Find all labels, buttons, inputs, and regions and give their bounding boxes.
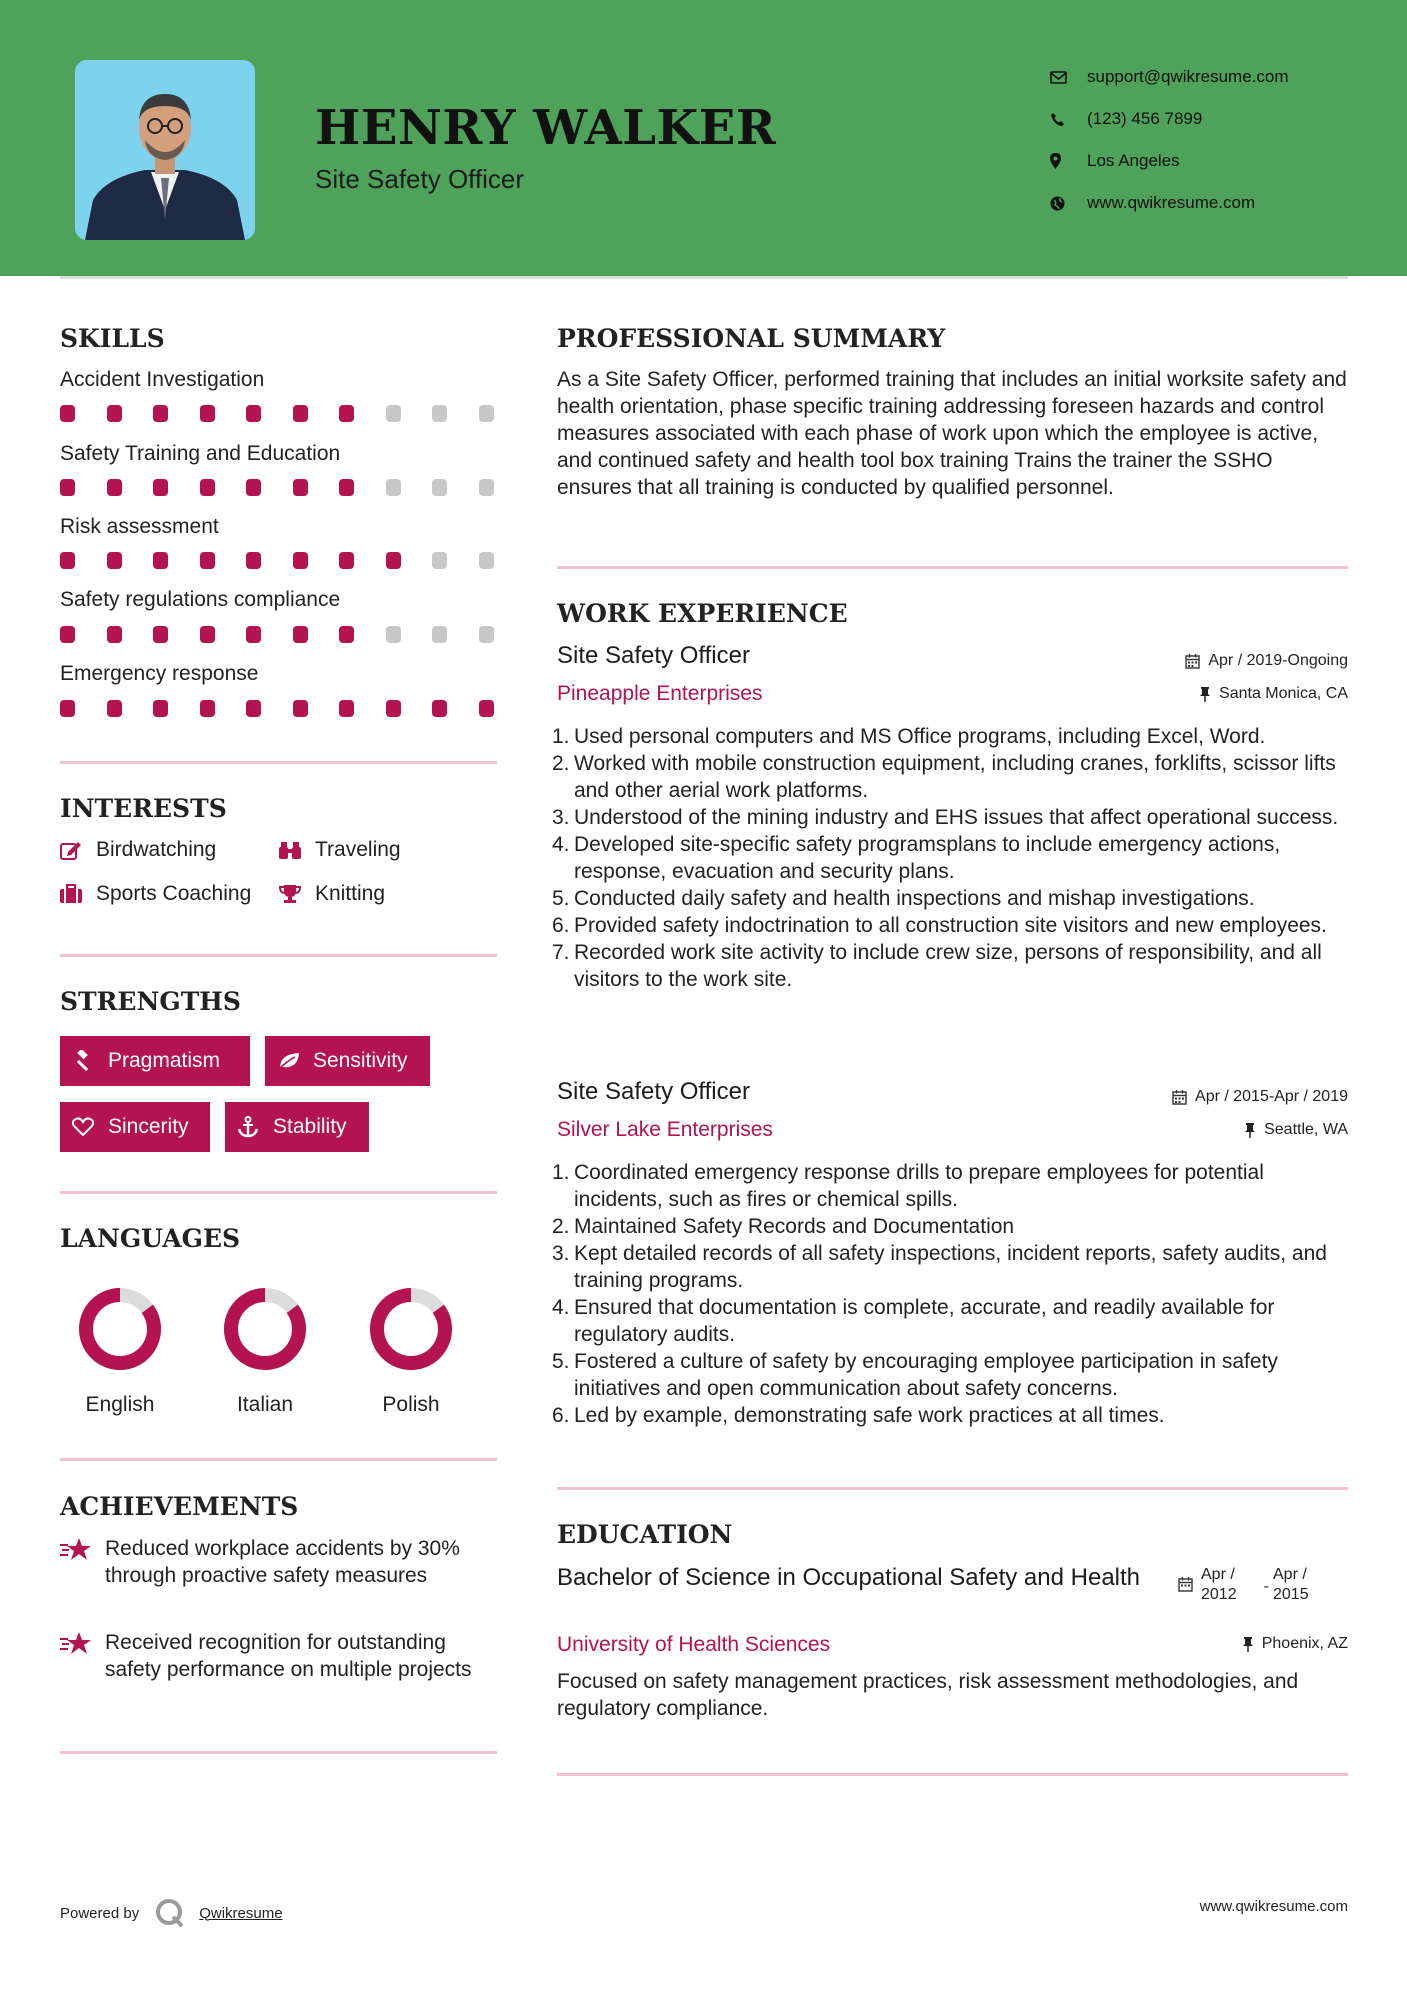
map-marker-icon — [1050, 153, 1087, 169]
heart-icon — [72, 1117, 108, 1137]
education-start-date: Apr / 2012 — [1201, 1566, 1237, 1603]
person-title: Site Safety Officer — [315, 164, 525, 194]
education-heading: EDUCATION — [557, 1520, 733, 1549]
pushpin-icon — [1199, 687, 1211, 702]
summary-text: As a Site Safety Officer, performed training that includes an initial worksite safety and health orientation, phase specific training addressing foreseen hazards and control measures associated with each phase of work upon which the employee is active, and continued safety and health tool box training Trains the trainer the SSHO ensures that all training is conducted by qualified personnel. — [557, 368, 1347, 499]
job-duty-text: Coordinated emergency response drills to prepare employees for potential incidents, such as fires or chemical spills. — [574, 1161, 1264, 1211]
binoculars-icon — [279, 840, 315, 860]
skill-dot-empty — [432, 626, 447, 643]
job-dates-text: Apr / 2015-Apr / 2019 — [1195, 1088, 1348, 1105]
calendar-icon — [1185, 654, 1200, 669]
education-end-date: Apr / 2015 — [1273, 1566, 1309, 1603]
skill-dot-filled — [153, 700, 168, 717]
job-duty-item — [552, 1240, 1352, 1294]
skill-dot-filled — [293, 405, 308, 422]
anchor-icon — [237, 1116, 273, 1138]
work-experience-heading: WORK EXPERIENCE — [557, 599, 848, 628]
job-duty-number: 5. — [552, 887, 570, 910]
skill-dot-empty — [479, 552, 494, 569]
leaf-icon — [277, 1051, 313, 1071]
person-name: HENRY WALKER — [315, 100, 777, 156]
job-duty-number: 4. — [552, 1296, 570, 1319]
job-duty-text: Recorded work site activity to include crew size, persons of responsibility, and all visitors to the work site. — [574, 941, 1322, 991]
degree-name: Bachelor of Science in Occupational Safety and Health — [557, 1564, 1141, 1591]
job-duty-number: 2. — [552, 1215, 570, 1238]
language-ring — [220, 1284, 310, 1374]
section-divider — [60, 1751, 497, 1754]
interest-label: Sports Coaching — [96, 882, 252, 905]
skill-rating — [60, 479, 525, 496]
strength-tag — [60, 1036, 250, 1086]
job-dates-text: Apr / 2019-Ongoing — [1208, 652, 1348, 669]
job-duty-item — [552, 1348, 1352, 1402]
skill-dot-filled — [293, 626, 308, 643]
job-location-text: Santa Monica, CA — [1219, 685, 1348, 702]
company-name: Pineapple Enterprises — [557, 682, 763, 705]
skill-dot-filled — [107, 626, 122, 643]
job-duty-text: Provided safety indoctrination to all construction site visitors and new employees. — [574, 914, 1327, 937]
skill-dot-filled — [200, 626, 215, 643]
job-duty-number: 1. — [552, 725, 570, 748]
job-duty-number: 6. — [552, 1404, 570, 1427]
job-duty-item — [552, 1402, 1352, 1429]
envelope-icon — [1050, 71, 1087, 84]
qwikresume-logo-icon — [155, 1898, 185, 1928]
trophy-icon — [279, 884, 315, 904]
section-divider — [60, 954, 497, 957]
skill-dot-empty — [432, 552, 447, 569]
skill-dot-filled — [432, 700, 447, 717]
education-date-separator: - — [1263, 1578, 1269, 1595]
education-location — [1242, 1635, 1348, 1653]
job-duty-item — [552, 1159, 1352, 1213]
section-divider — [557, 1773, 1348, 1776]
job-duty-text: Understood of the mining industry and EHS issues that affect operational success. — [574, 806, 1339, 829]
skill-dot-empty — [386, 479, 401, 496]
skill-dot-empty — [432, 479, 447, 496]
skill-dot-filled — [200, 479, 215, 496]
contact-location — [1050, 140, 1289, 182]
language-item — [195, 1284, 335, 1417]
job-duty-text: Fostered a culture of safety by encouraging employee participation in safety initiatives and open communication about safety concerns. — [574, 1350, 1278, 1400]
job-duty-text: Developed site-specific safety programsplans to include emergency actions, response, evacuation and security plans. — [574, 833, 1281, 883]
languages-heading: LANGUAGES — [60, 1224, 241, 1253]
job-location — [1199, 685, 1348, 703]
skill-dot-filled — [153, 552, 168, 569]
job-duty-text: Used personal computers and MS Office programs, including Excel, Word. — [574, 725, 1266, 748]
achievement-text: Reduced workplace accidents by 30% through proactive safety measures — [105, 1537, 460, 1587]
skill-dot-filled — [60, 626, 75, 643]
contact-list — [1050, 56, 1289, 224]
job-duty-number: 6. — [552, 914, 570, 937]
powered-by-text: Powered by — [60, 1904, 140, 1922]
pushpin-icon — [1242, 1637, 1254, 1652]
language-item — [341, 1284, 481, 1417]
achievement-item — [60, 1629, 500, 1683]
job-duty-number: 3. — [552, 806, 570, 829]
job-duty-text: Ensured that documentation is complete, accurate, and readily available for regulatory audits. — [574, 1296, 1275, 1346]
skill-dot-filled — [246, 479, 261, 496]
skill-dot-filled — [246, 405, 261, 422]
job-duty-number: 4. — [552, 833, 570, 856]
skill-name: Accident Investigation — [60, 368, 265, 391]
section-divider — [557, 566, 1348, 569]
skill-name: Emergency response — [60, 662, 259, 685]
skill-rating — [60, 700, 525, 717]
resume-header — [0, 0, 1407, 276]
interest-item — [60, 882, 251, 906]
skill-dot-filled — [60, 405, 75, 422]
edit-icon — [60, 840, 96, 860]
skill-name: Safety Training and Education — [60, 442, 341, 465]
skill-rating — [60, 552, 525, 569]
job-dates — [1172, 1088, 1348, 1106]
skill-dot-filled — [153, 405, 168, 422]
skill-dot-filled — [153, 626, 168, 643]
strength-label: Sincerity — [108, 1115, 189, 1138]
skill-dot-empty — [432, 405, 447, 422]
job-duty-item — [552, 1213, 1352, 1240]
section-divider — [60, 1458, 497, 1461]
achievement-item — [60, 1535, 500, 1589]
company-name: Silver Lake Enterprises — [557, 1118, 773, 1141]
footer-powered-by — [60, 1898, 283, 1928]
job-dates — [1185, 652, 1348, 670]
skill-dot-empty — [479, 405, 494, 422]
job-duty-text: Conducted daily safety and health inspections and mishap investigations. — [574, 887, 1255, 910]
skill-dot-filled — [386, 700, 401, 717]
education-dates — [1178, 1565, 1317, 1605]
strengths-heading: STRENGTHS — [60, 987, 241, 1016]
skill-dot-filled — [386, 552, 401, 569]
skill-dot-filled — [200, 405, 215, 422]
skill-dot-filled — [293, 700, 308, 717]
skill-dot-filled — [107, 700, 122, 717]
skill-dot-filled — [339, 479, 354, 496]
job-duty-number: 2. — [552, 752, 570, 775]
skill-dot-filled — [293, 479, 308, 496]
job-duty-number: 3. — [552, 1242, 570, 1265]
job-role: Site Safety Officer — [557, 1078, 750, 1105]
achievement-text: Received recognition for outstanding safety performance on multiple projects — [105, 1631, 472, 1681]
job-duty-item — [552, 831, 1352, 885]
interest-item — [279, 882, 385, 906]
section-divider — [60, 761, 497, 764]
job-duty-item — [552, 804, 1352, 831]
qwikresume-link[interactable]: Qwikresume — [199, 1904, 283, 1922]
gavel-icon — [72, 1050, 108, 1072]
achievements-heading: ACHIEVEMENTS — [60, 1492, 299, 1521]
skill-dot-filled — [246, 626, 261, 643]
strength-tag — [265, 1036, 430, 1086]
skill-dot-filled — [293, 552, 308, 569]
job-duties — [552, 1159, 1352, 1429]
strength-label: Stability — [273, 1115, 347, 1138]
job-duty-item — [552, 1294, 1352, 1348]
skill-dot-filled — [339, 626, 354, 643]
job-duty-text: Maintained Safety Records and Documentation — [574, 1215, 1015, 1238]
skill-dot-filled — [107, 552, 122, 569]
interest-label: Traveling — [315, 838, 401, 861]
star-icon — [60, 1629, 105, 1683]
briefcase-icon — [60, 884, 96, 904]
skill-dot-filled — [200, 552, 215, 569]
job-duty-item — [552, 750, 1352, 804]
education-description: Focused on safety management practices, risk assessment methodologies, and regulatory compliance. — [557, 1670, 1299, 1720]
skills-heading: SKILLS — [60, 324, 165, 353]
contact-phone-text: (123) 456 7899 — [1087, 109, 1203, 128]
skill-dot-filled — [60, 552, 75, 569]
skill-dot-filled — [246, 552, 261, 569]
language-ring — [366, 1284, 456, 1374]
language-name: English — [85, 1393, 155, 1416]
skill-dot-filled — [479, 700, 494, 717]
strength-tag — [225, 1102, 369, 1152]
contact-website-text: www.qwikresume.com — [1087, 193, 1256, 212]
interest-item — [279, 838, 401, 862]
skill-dot-empty — [386, 626, 401, 643]
language-name: Polish — [382, 1393, 440, 1416]
contact-email-text: support@qwikresume.com — [1087, 67, 1289, 86]
contact-phone[interactable] — [1050, 98, 1289, 140]
section-divider — [557, 1487, 1348, 1490]
calendar-icon — [1178, 1565, 1193, 1605]
language-name: Italian — [236, 1393, 294, 1416]
skill-dot-filled — [339, 405, 354, 422]
job-duty-item — [552, 939, 1352, 993]
profile-photo — [75, 60, 255, 240]
strength-label: Sensitivity — [313, 1049, 408, 1072]
strength-tag — [60, 1102, 210, 1152]
star-icon — [60, 1535, 105, 1589]
language-ring — [75, 1284, 165, 1374]
skill-dot-empty — [479, 626, 494, 643]
job-duty-number: 7. — [552, 941, 570, 964]
skill-rating — [60, 405, 525, 422]
skill-name: Risk assessment — [60, 515, 219, 538]
summary-heading: PROFESSIONAL SUMMARY — [557, 324, 946, 353]
interest-label: Birdwatching — [96, 838, 217, 861]
job-duty-number: 5. — [552, 1350, 570, 1373]
education-location-text: Phoenix, AZ — [1261, 1635, 1348, 1652]
job-duty-text: Worked with mobile construction equipment, including cranes, forklifts, scissor lifts and other aerial work platforms. — [574, 752, 1336, 802]
contact-website[interactable] — [1050, 182, 1289, 224]
skill-dot-filled — [153, 479, 168, 496]
language-item — [50, 1284, 190, 1417]
section-divider — [60, 1191, 497, 1194]
skill-dot-filled — [60, 479, 75, 496]
skill-rating — [60, 626, 525, 643]
job-duty-item — [552, 885, 1352, 912]
skill-dot-filled — [107, 405, 122, 422]
job-duty-item — [552, 912, 1352, 939]
school-name: University of Health Sciences — [557, 1633, 831, 1656]
skill-dot-filled — [339, 552, 354, 569]
interest-label: Knitting — [315, 882, 386, 905]
interest-item — [60, 838, 216, 862]
skill-dot-empty — [479, 479, 494, 496]
skill-dot-filled — [200, 700, 215, 717]
phone-icon — [1050, 112, 1087, 127]
skill-dot-filled — [339, 700, 354, 717]
job-duty-number: 1. — [552, 1161, 570, 1184]
job-location — [1244, 1121, 1348, 1139]
contact-email[interactable] — [1050, 56, 1289, 98]
job-duties — [552, 723, 1352, 993]
job-duty-text: Led by example, demonstrating safe work practices at all times. — [574, 1404, 1165, 1427]
skill-dot-filled — [60, 700, 75, 717]
interests-heading: INTERESTS — [60, 794, 227, 823]
job-role: Site Safety Officer — [557, 642, 750, 669]
strength-label: Pragmatism — [108, 1049, 221, 1072]
globe-icon — [1050, 196, 1087, 211]
calendar-icon — [1172, 1090, 1187, 1105]
header-divider — [60, 276, 1348, 279]
skill-name: Safety regulations compliance — [60, 588, 341, 611]
skill-dot-filled — [246, 700, 261, 717]
skill-dot-filled — [107, 479, 122, 496]
job-duty-item — [552, 723, 1352, 750]
contact-location-text: Los Angeles — [1087, 151, 1180, 170]
pushpin-icon — [1244, 1123, 1256, 1138]
skill-dot-empty — [386, 405, 401, 422]
job-duty-text: Kept detailed records of all safety inspections, incident reports, safety audits, and training programs. — [574, 1242, 1327, 1292]
job-location-text: Seattle, WA — [1264, 1121, 1348, 1138]
footer-website[interactable]: www.qwikresume.com — [1199, 1898, 1348, 1915]
